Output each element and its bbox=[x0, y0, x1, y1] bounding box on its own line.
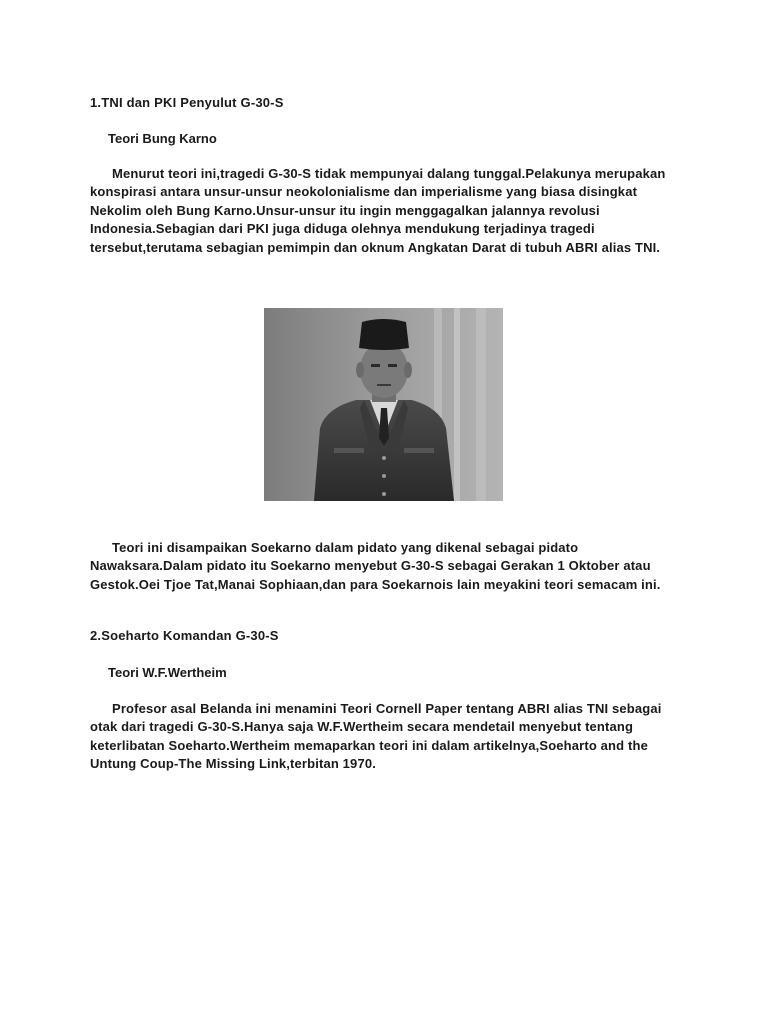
portrait-photo bbox=[264, 308, 503, 501]
section1-subheading: Teori Bung Karno bbox=[108, 131, 217, 146]
section2-subheading: Teori W.F.Wertheim bbox=[108, 665, 227, 680]
section2-heading: 2.Soeharto Komandan G-30-S bbox=[90, 628, 279, 643]
section1-paragraph-2: Teori ini disampaikan Soekarno dalam pidato yang dikenal sebagai pidato Nawaksara.Dalam pidato itu Soekarno menyebut G-30-S sebagai Gerakan 1 Oktober atau Gestok.Oei Tjoe Tat,Manai Sophiaan,dan para Soekarnois lain meyakini teori semacam ini. bbox=[90, 540, 661, 592]
section1-paragraph-1: Menurut teori ini,tragedi G-30-S tidak mempunyai dalang tunggal.Pelakunya merupakan konspirasi antara unsur-unsur neokolonialisme dan imperialisme yang biasa disingkat Nekolim oleh Bung Karno.Unsur-unsur itu ingin menggagalkan jalannya revolusi Indonesia.Sebagian dari PKI juga diduga olehnya mendukung terjadinya tragedi tersebut,terutama sebagian pemimpin dan oknum Angkatan Darat di tubuh ABRI alias TNI. bbox=[90, 166, 666, 255]
section1-heading: 1.TNI dan PKI Penyulut G-30-S bbox=[90, 95, 284, 110]
section2-paragraph-1: Profesor asal Belanda ini menamini Teori Cornell Paper tentang ABRI alias TNI sebagai otak dari tragedi G-30-S.Hanya saja W.F.Wertheim secara mendetail menyebut tentang keterlibatan Soeharto.Wertheim memaparkan teori ini dalam artikelnya,Soeharto and the Untung Coup-The Missing Link,terbitan 1970. bbox=[90, 701, 662, 772]
